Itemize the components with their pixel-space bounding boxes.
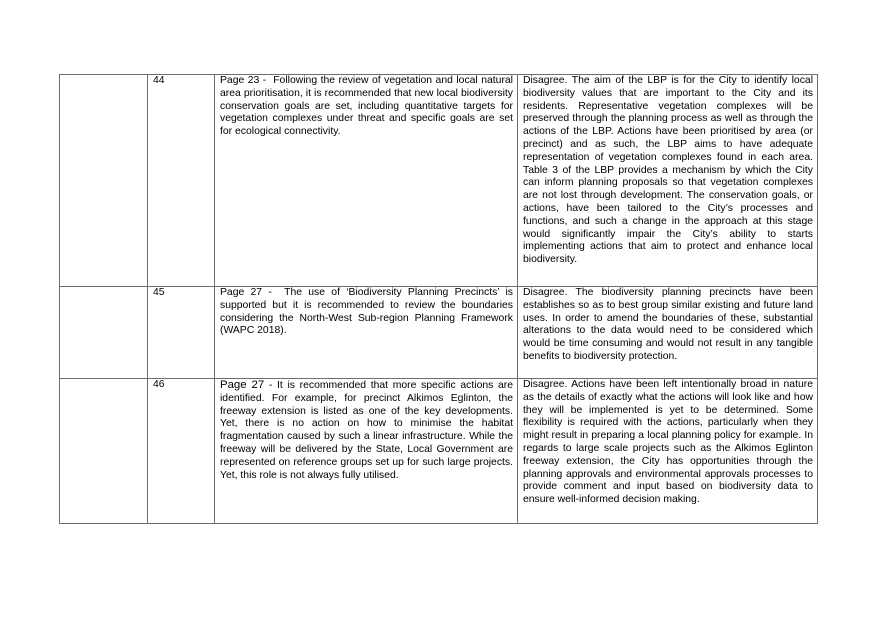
submission-number: 45 xyxy=(148,287,215,379)
response-cell: Disagree. Actions have been left intentionally broad in nature as the details of exactly what the actions will look like and how they will be implemented is yet to be determined. Some flexibility is required with the actions, particularly when they might result in preparing a local planning policy for example. In regards to large scale projects such as the Alkimos Eglinton freeway extension, the City has opportunities through the planning approvals and environmental approvals processes to provide comment and input based on biodiversity data to ensure well-informed decision making. xyxy=(518,379,818,524)
submission-number: 44 xyxy=(148,75,215,287)
submission-number: 46 xyxy=(148,379,215,524)
submission-text: - It is recommended that more specific actions are identified. For example, for precinct Alkimos Eglinton, the freeway extension is listed as one of the key developments. Yet, there is no action on how to minimise the habitat fragmentation caused by such a linear infrastructure. While the freeway will be delivered by the State, Local Government are represented on reference groups set up for such large projects. Yet, this role is not always fully utilised. xyxy=(220,380,514,481)
submission-page-ref: Page 23 - xyxy=(220,75,267,86)
blank-cell xyxy=(60,379,148,524)
submission-text: Following the review of vegetation and local natural area prioritisation, it is recommended that new local biodiversity conservation goals are set, including quantitative targets for vegetation complexes under threat and specific goals are set for ecological connectivity. xyxy=(220,75,513,138)
submission-cell xyxy=(215,75,518,287)
response-cell: Disagree. The biodiversity planning precincts have been establishes so as to best group similar existing and future land uses. In order to amend the boundaries of these, substantial alterations to the data would need to be considered which would be time consuming and would not result in any tangible benefits to biodiversity protection. xyxy=(518,287,818,379)
table-row xyxy=(60,287,818,379)
blank-cell xyxy=(60,75,148,287)
submission-text: The use of ‘Biodiversity Planning Precincts’ is supported but it is recommended to review the boundaries considering the North-West Sub-region Planning Framework (WAPC 2018). xyxy=(220,287,513,337)
response-cell: Disagree. The aim of the LBP is for the City to identify local biodiversity values that are important to the City and its residents. Representative vegetation complexes will be preserved through the planning process as well as through the actions of the LBP. Actions have been prioritised by area (or precinct) and as such, the LBP aims to have adequate representation of vegetation complexes found in each area. Table 3 of the LBP provides a mechanism by which the City can inform planning proposals so that vegetation complexes are not lost through development. The conservation goals, or actions, have been tailored to the City’s processes and functions, and such a change in the approach at this stage would significantly impair the City’s ability to starts implementing actions that aim to protect and enhance local biodiversity. xyxy=(518,75,818,287)
blank-cell xyxy=(60,287,148,379)
submission-cell xyxy=(215,379,518,524)
table-row xyxy=(60,75,818,287)
table-row xyxy=(60,379,818,524)
submissions-table xyxy=(59,74,818,524)
submission-cell xyxy=(215,287,518,379)
submission-page-ref: Page 27 xyxy=(220,379,265,391)
submission-page-ref: Page 27 - xyxy=(220,287,272,298)
